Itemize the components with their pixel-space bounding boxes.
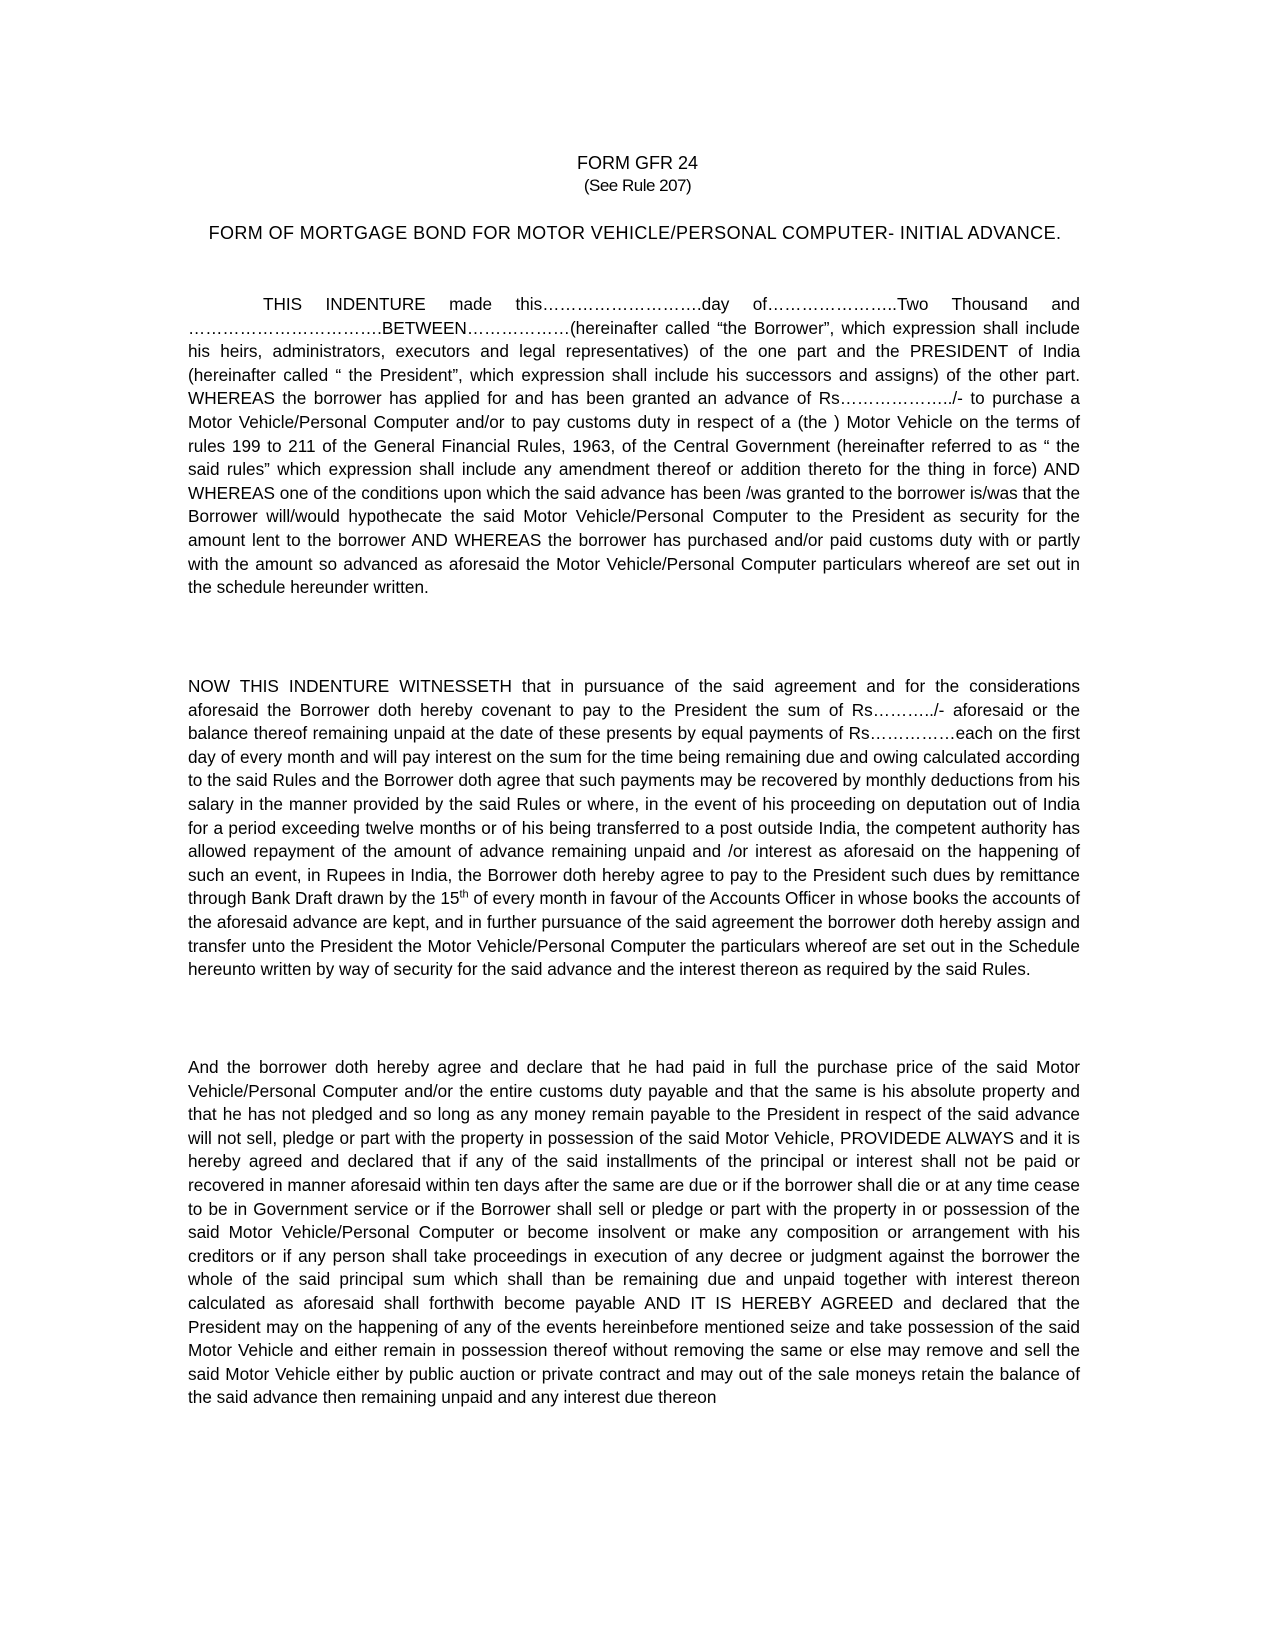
paragraph-witnesseth-text-2: of every month in favour of the Accounts Officer in whose books the accounts of the aforesaid advance are kept, and in further pursuance of the said agreement the borrower doth hereby assign and transfer unto the President the Motor Vehicle/Personal Computer the particulars whereof are set out in the Schedule hereunto written by way of security for the said advance and the interest thereon as required by the said Rules. (188, 888, 1080, 980)
paragraph-indenture: THIS INDENTURE made this……………………….day of…………………..Two Thousand and …………………………….BETWEEN………………(hereinafter called “the Borrower”, which expression shall include his heirs, administrators, executors and legal representatives) of the one part and the PRESIDENT of India (hereinafter called “ the President”, which expression shall include his successors and assigns) of the other part. WHEREAS the borrower has applied for and has been granted an advance of Rs………………../- to purchase a Motor Vehicle/Personal Computer and/or to pay customs duty in respect of a (the ) Motor Vehicle on the terms of rules 199 to 211 of the General Financial Rules, 1963, of the Central Government (hereinafter referred to as “ the said rules” which expression shall include any amendment thereof or addition thereto for the thing in force) AND WHEREAS one of the conditions upon which the said advance has been /was granted to the borrower is/was that the Borrower will/would hypothecate the said Motor Vehicle/Personal Computer to the President as security for the amount lent to the borrower AND WHEREAS the borrower has purchased and/or paid customs duty with or partly with the amount so advanced as aforesaid the Motor Vehicle/Personal Computer particulars whereof are set out in the schedule hereunder written. (188, 294, 1080, 598)
paragraph-witnesseth-text-1: NOW THIS INDENTURE WITNESSETH that in pursuance of the said agreement and for the considerations aforesaid the Borrower doth hereby covenant to pay to the President the sum of Rs………../- aforesaid or the balance thereof remaining unpaid at the date of these presents by equal payments of Rs……………each on the first day of every month and will pay interest on the sum for the time being remaining due and owing calculated according to the said Rules and the Borrower doth agree that such payments may be recovered by monthly deductions from his salary in the manner provided by the said Rules or where, in the event of his proceeding on deputation out of India for a period exceeding twelve months or of his being transferred to a post outside India, the competent authority has allowed repayment of the amount of advance remaining unpaid and /or interest as aforesaid on the happening of such an event, in Rupees in India, the Borrower doth hereby agree to pay to the President such dues by remittance through Bank Draft drawn by the 15 (188, 676, 1080, 909)
ordinal-superscript: th (459, 888, 469, 901)
form-number: FORM GFR 24 (576, 153, 698, 173)
paragraph-declaration: And the borrower doth hereby agree and declare that he had paid in full the purchase price of the said Motor Vehicle/Personal Computer and/or the entire customs duty payable and that the same is his absolute property and that he has not pledged and so long as any money remain payable to the President in respect of the said advance will not sell, pledge or part with the property in possession of the said Motor Vehicle, PROVIDEDE ALWAYS and it is hereby agreed and declared that if any of the said installments of the principal or interest shall not be paid or recovered in manner aforesaid within ten days after the same are due or if the borrower shall die or at any time cease to be in Government service or if the Borrower shall sell or pledge or part with the property in or possession of the said Motor Vehicle/Personal Computer or become insolvent or make any composition or arrangement with his creditors or if any person shall take proceedings in execution of any decree or judgment against the borrower the whole of the said principal sum which shall than be remaining due and unpaid together with interest thereon calculated as aforesaid shall forthwith become payable AND IT IS HEREBY AGREED and declared that the President may on the happening of any of the events hereinbefore mentioned seize and take possession of the said Motor Vehicle and either remain in possession thereof without removing the same or else may remove and sell the said Motor Vehicle either by public auction or private contract and may out of the sale moneys retain the balance of the said advance then remaining unpaid and any interest due thereon (188, 1057, 1080, 1408)
form-title: FORM OF MORTGAGE BOND FOR MOTOR VEHICLE/PERSONAL COMPUTER- INITIAL ADVANCE. (208, 223, 1062, 243)
paragraph-witnesseth (188, 675, 1080, 982)
rule-reference: (See Rule 207) (583, 176, 692, 195)
